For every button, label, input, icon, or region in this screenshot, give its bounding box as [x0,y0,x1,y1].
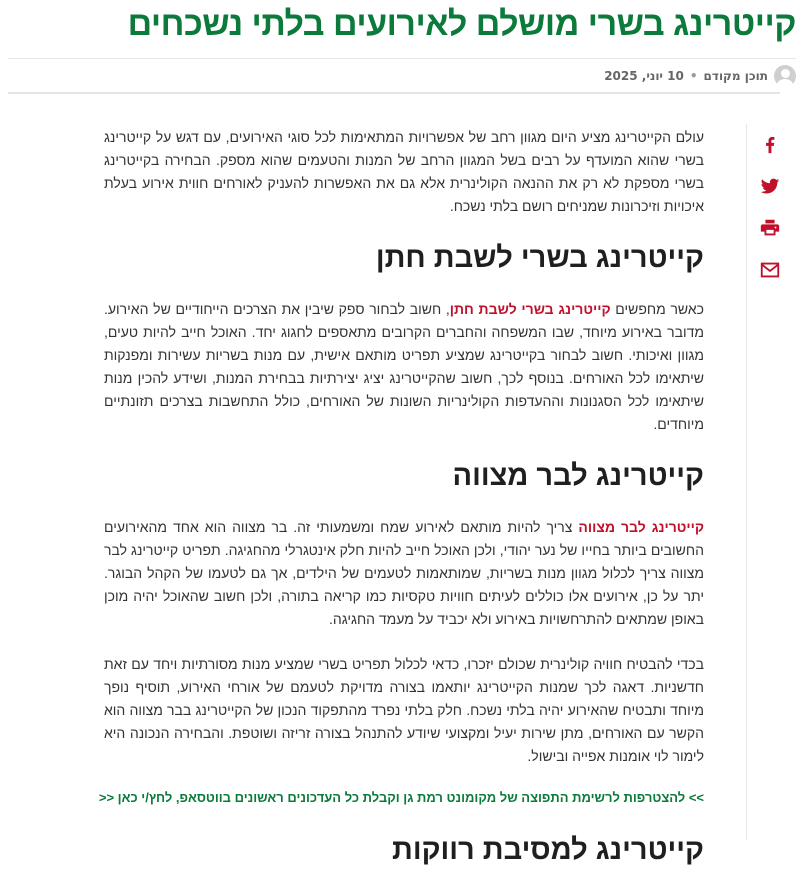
print-button[interactable] [746,208,796,250]
section-heading-shabbat-chatan: קייטרינג בשרי לשבת חתן [375,242,704,274]
bar-mitzvah-text: צריך להיות מותאם לאירוע שמח ומשמעותי זה. בר מצווה הוא אחד מהאירועים החשובים ביותר בחייו של נער יהודי, ולכן האוכל חייב להיות חלק אינטגרלי מהחגיגה. תפריט קייטרינג לבר מצווה צריך לכלול מגוון מנות בשריות, שמותאמות לטעמים של הילדים, אך גם לטעמו של הקהל הבוגר. יתר על כן, אירועים אלו כוללים לעיתים חוויות טקסיות כמו קריאה בתורה, ולכן חשוב שהאוכל יהיה מוכן באופן שמתאים להתרחשויות באירוע ולא יכביד על מעמד החגיגה. [104,519,704,627]
page-title: קייטרינג בשרי מושלם לאירועים בלתי נשכחים [127,5,796,43]
shabbat-chatan-text: , חשוב לבחור ספק שיבין את הצרכים הייחודיים של האירוע. מדובר באירוע מיוחד, שבו המשפחה והחברים הקרובים מתאספים לחגוג יחד. האוכל חייב להיות טעים, מגוון ואיכותי. חשוב לבחור בקייטרינג שמציע תפריט מותאם אישית, עם מנות בשריות עשירות ומפנקות שיתאימו לכל האורחים. בנוסף לכך, חשוב שהקייטרינג יציג יצירתיות בבחירת המנות, ושידע להכין מנות שיתאימו לכל הסגנונות וההעדפות הקולינריות השונות של האורחים, כולל התחשבות בצרכים תזונתיים מיוחדים. [104,301,704,432]
bar-mitzvah-paragraph-2: בכדי להבטיח חוויה קולינרית שכולם יזכרו, כדאי לכלול תפריט בשרי שמציע מנות מסורתיות ויחד עם זאת חדשניות. דאגה לכך שמנות הקייטרינג יותאמו בצורה מדויקת לטעמם של אורחי האירוע, תוסיף נופך מיוחד ותבטיח שהאירוע יהיה בלתי נשכח. חלק בלתי נפרד מהתפקוד הנכון של הקייטרינג בבר מצווה הוא הקשר עם האורחים, מתן שירות יעיל ומקצועי שיודע להתנהל בצורה זריזה ושוטפת. והבחירה הנכונה היא לימור לוי אומנות אפייה ובישול. [104,656,704,764]
section-heading-bachelorette: קייטרינג למסיבת רווקות [392,834,704,866]
article-body [98,126,705,890]
bar-mitzvah-paragraph [104,516,704,631]
shabbat-chatan-paragraph [104,298,704,436]
shabbat-chatan-lead: כאשר מחפשים [610,301,704,317]
title-divider [8,58,796,59]
share-sidebar [746,124,796,292]
bar-mitzvah-link[interactable]: קייטרינג לבר מצווה [578,519,705,535]
print-icon [759,217,781,239]
post-author[interactable]: תוכן מקודם [703,69,768,83]
twitter-icon [759,175,781,197]
shabbat-chatan-link[interactable]: קייטרינג בשרי לשבת חתן [449,301,611,317]
facebook-icon [759,133,781,155]
meta-divider [8,92,780,94]
whatsapp-signup-link[interactable]: >> להצטרפות לרשימת התפוצה של מקומונט רמת גן וקבלת כל העדכונים ראשונים בווטסאפ, לחץ/י כאן << [98,790,704,805]
email-icon [759,259,781,281]
post-date: 10 יוני, 2025 [604,69,684,83]
post-meta [604,60,796,92]
meta-separator: • [689,69,698,83]
author-avatar [774,65,796,87]
intro-paragraph: עולם הקייטרינג מציע היום מגוון רחב של אפשרויות המתאימות לכל סוגי האירועים, עם דגש על קייטרינג בשרי שהוא המועדף על רבים בשל המגוון הרחב של המנות והטעמים שהוא מספק. הבחירה בקייטרינג בשרי מספקת לא רק את ההנאה הקולינרית אלא גם את האפשרות להעניק לאורחים חווית אירוע בעלת איכויות וזיכרונות שמניחים רושם בלתי נשכח. [104,129,704,214]
twitter-share-button[interactable] [746,166,796,208]
section-heading-bar-mitzvah: קייטרינג לבר מצווה [452,460,704,492]
email-share-button[interactable] [746,250,796,292]
facebook-share-button[interactable] [746,124,796,166]
